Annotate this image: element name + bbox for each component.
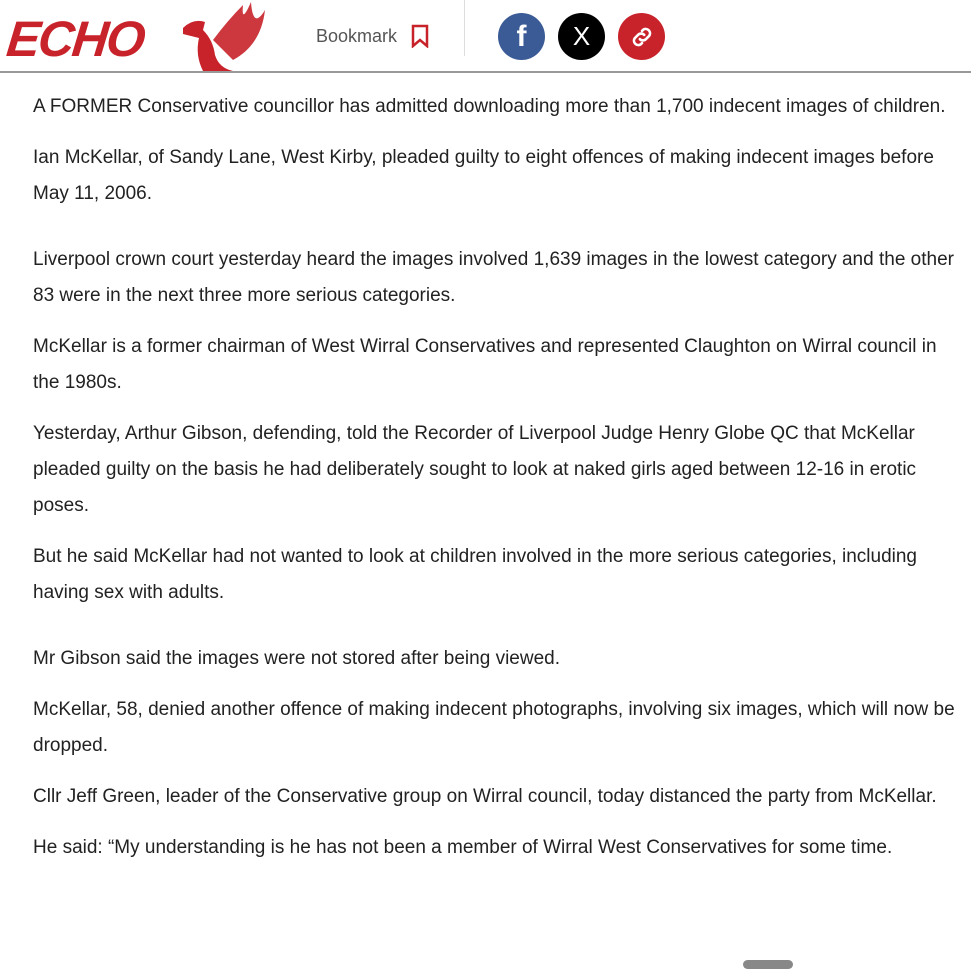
paragraph: Liverpool crown court yesterday heard the images involved 1,639 images in the lowest category and the other 83 were in the next three more serious categories. [33,249,954,306]
paragraph: A FORMER Conservative councillor has admitted downloading more than 1,700 indecent images of children. [33,96,946,117]
share-x-button[interactable] [558,13,605,60]
paragraph: Yesterday, Arthur Gibson, defending, told the Recorder of Liverpool Judge Henry Globe QC that McKellar pleaded guilty on the basis he had deliberately sought to look at naked girls aged between 12-16 in erotic poses. [33,423,917,516]
facebook-icon: f [516,19,527,53]
link-icon [629,24,655,50]
scroll-handle[interactable] [743,960,793,969]
x-icon: X [572,21,591,51]
paragraph: McKellar is a former chairman of West Wirral Conservatives and represented Claughton on Wirral council in the 1980s. [33,336,937,393]
bookmark-icon [411,24,429,48]
paragraph: But he said McKellar had not wanted to look at children involved in the more serious categories, including having sex with adults. [33,546,918,603]
site-header [0,0,971,73]
paragraph: Mr Gibson said the images were not stored after being viewed. [33,648,560,669]
paragraph: Cllr Jeff Green, leader of the Conservative group on Wirral council, today distanced the party from McKellar. [33,786,937,807]
paragraph: McKellar, 58, denied another offence of making indecent photographs, involving six images, which will now be dropped. [33,699,955,756]
header-divider [464,0,465,56]
article-body [33,89,963,881]
share-facebook-button[interactable] [498,13,545,60]
copy-link-button[interactable] [618,13,665,60]
bookmark-button[interactable]: Bookmark [316,24,429,48]
echo-logo[interactable]: ECHO [3,0,268,71]
paragraph: He said: “My understanding is he has not been a member of Wirral West Conservatives for some time. [33,837,893,858]
paragraph: Ian McKellar, of Sandy Lane, West Kirby, pleaded guilty to eight offences of making indecent images before May 11, 2006. [33,147,934,204]
liver-bird-icon [173,0,268,71]
